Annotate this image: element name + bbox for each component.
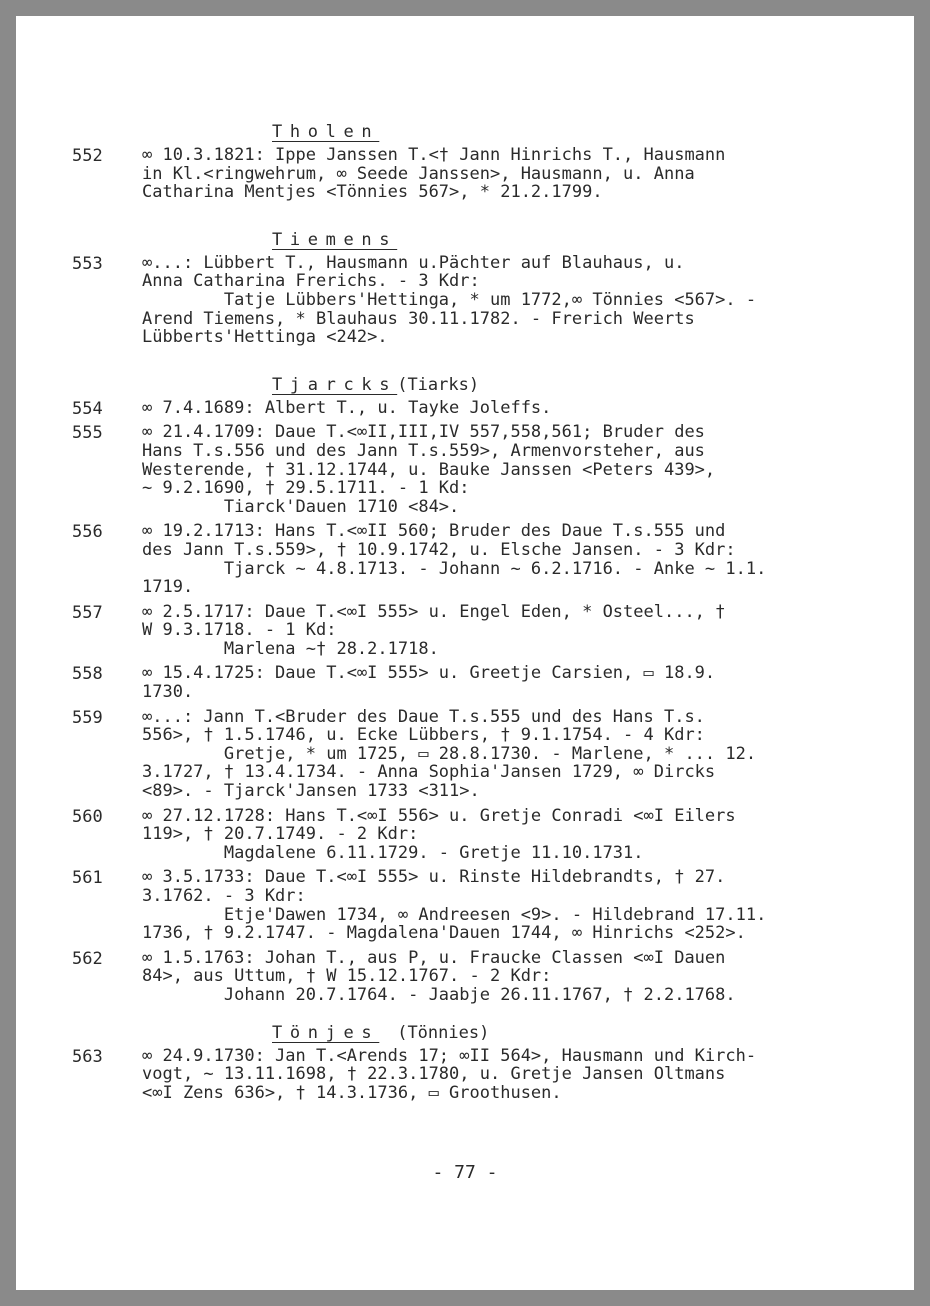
entry-line: Anna Catharina Frerichs. - 3 Kdr: — [142, 271, 480, 292]
entry-number: 554 — [72, 398, 103, 419]
entry-line: Lübberts'Hettinga <242>. — [142, 327, 388, 348]
entry-555 — [72, 423, 832, 516]
document-page — [16, 16, 914, 1290]
entry-line: <89>. - Tjarck'Jansen 1733 <311>. — [142, 781, 480, 802]
entry-line: Magdalene 6.11.1729. - Gretje 11.10.1731. — [142, 842, 644, 863]
entry-text — [142, 399, 832, 418]
entry-line: ∞...: Jann T.<Bruder des Daue T.s.555 und des Hans T.s. — [142, 706, 705, 727]
entry-number: 562 — [72, 948, 103, 969]
entry-number: 556 — [72, 522, 103, 543]
section-heading-name: Tjarcks — [272, 374, 398, 395]
entry-557 — [72, 603, 832, 659]
entry-line: 556>, † 1.5.1746, u. Ecke Lübbers, † 9.1.1754. - 4 Kdr: — [142, 725, 705, 746]
entry-line: <∞I Zens 636>, † 14.3.1736, ▭ Groothusen. — [142, 1082, 562, 1103]
entry-text — [142, 146, 832, 202]
entry-561 — [72, 868, 832, 942]
entry-line: Johann 20.7.1764. - Jaabje 26.11.1767, † 2.2.1768. — [142, 984, 736, 1005]
entry-line: ∞ 24.9.1730: Jan T.<Arends 17; ∞II 564>, Hausmann und Kirch- — [142, 1045, 757, 1066]
entry-line: Gretje, * um 1725, ▭ 28.8.1730. - Marlene, * ... 12. — [142, 743, 757, 764]
entry-line: ∞ 19.2.1713: Hans T.<∞II 560; Bruder des Daue T.s.555 und — [142, 521, 726, 542]
entry-line: ∞...: Lübbert T., Hausmann u.Pächter auf Blauhaus, u. — [142, 252, 685, 273]
entry-line: Westerende, † 31.12.1744, u. Bauke Janssen <Peters 439>, — [142, 459, 716, 480]
entry-line: ∞ 3.5.1733: Daue T.<∞I 555> u. Rinste Hildebrandts, † 27. — [142, 867, 726, 888]
section-heading-name: Tönjes — [272, 1022, 380, 1043]
entry-line: ∞ 10.3.1821: Ippe Janssen T.<† Jann Hinrichs T., Hausmann — [142, 145, 726, 165]
page-content — [72, 122, 832, 1108]
entry-number: 561 — [72, 868, 103, 889]
entry-line: ∞ 1.5.1763: Johan T., aus P, u. Fraucke Classen <∞I Dauen — [142, 947, 726, 968]
entry-text — [142, 254, 832, 347]
entry-number: 557 — [72, 602, 103, 623]
entry-562 — [72, 949, 832, 1005]
entry-line: vogt, ~ 13.11.1698, † 22.3.1780, u. Gretje Jansen Oltmans — [142, 1064, 726, 1085]
entry-line: ∞ 7.4.1689: Albert T., u. Tayke Joleffs. — [142, 397, 552, 418]
entry-line: Tiarck'Dauen 1710 <84>. — [142, 496, 460, 517]
entry-556 — [72, 522, 832, 596]
entry-number: 553 — [72, 253, 103, 274]
entry-text — [142, 708, 832, 801]
entry-text — [142, 807, 832, 863]
entry-text — [142, 664, 832, 701]
section-heading-tiemens — [72, 230, 832, 252]
section-heading-toenjes — [72, 1023, 832, 1045]
entry-text — [142, 868, 832, 942]
entry-558 — [72, 664, 832, 701]
entry-number: 552 — [72, 146, 103, 166]
entry-number: 560 — [72, 806, 103, 827]
entry-line: 84>, aus Uttum, † W 15.12.1767. - 2 Kdr: — [142, 966, 552, 987]
entry-number: 555 — [72, 423, 103, 444]
entry-553 — [72, 254, 832, 347]
entry-text — [142, 423, 832, 516]
entry-text — [142, 1047, 832, 1103]
section-heading-alt: (Tiarks) — [397, 374, 480, 395]
entry-line: Arend Tiemens, * Blauhaus 30.11.1782. - Frerich Weerts — [142, 308, 695, 329]
section-heading-name: Tiemens — [272, 229, 398, 250]
entry-number: 559 — [72, 707, 103, 728]
entry-line: Tatje Lübbers'Hettinga, * um 1772,∞ Tönnies <567>. - — [142, 289, 757, 310]
entry-line: ∞ 27.12.1728: Hans T.<∞I 556> u. Gretje Conradi <∞I Eilers — [142, 805, 736, 826]
section-heading-tjarcks — [72, 375, 832, 397]
entry-line: Catharina Mentjes <Tönnies 567>, * 21.2.1799. — [142, 182, 603, 203]
entry-line: 119>, † 20.7.1749. - 2 Kdr: — [142, 824, 419, 845]
entry-line: Etje'Dawen 1734, ∞ Andreesen <9>. - Hildebrand 17.11. — [142, 904, 767, 925]
page-number: - 77 - — [432, 1162, 498, 1183]
entry-text — [142, 949, 832, 1005]
entry-line: Hans T.s.556 und des Jann T.s.559>, Armenvorsteher, aus — [142, 440, 705, 461]
entry-number: 558 — [72, 664, 103, 685]
entry-line: Tjarck ~ 4.8.1713. - Johann ~ 6.2.1716. - Anke ~ 1.1. — [142, 558, 767, 579]
section-heading-name: Tholen — [272, 122, 380, 142]
entry-line: 1730. — [142, 682, 194, 703]
entry-line: ∞ 2.5.1717: Daue T.<∞I 555> u. Engel Eden, * Osteel..., † — [142, 601, 726, 622]
entry-line: des Jann T.s.559>, † 10.9.1742, u. Elsche Jansen. - 3 Kdr: — [142, 539, 736, 560]
section-heading-alt: (Tönnies) — [397, 1022, 490, 1043]
entry-line: ∞ 15.4.1725: Daue T.<∞I 555> u. Greetje Carsien, ▭ 18.9. — [142, 663, 716, 684]
entry-line: in Kl.<ringwehrum, ∞ Seede Janssen>, Hausmann, u. Anna — [142, 163, 695, 184]
entry-563 — [72, 1047, 832, 1103]
entry-560 — [72, 807, 832, 863]
entry-554 — [72, 399, 832, 418]
entry-552 — [72, 146, 832, 202]
entry-text — [142, 603, 832, 659]
entry-number: 563 — [72, 1046, 103, 1067]
entry-line: ∞ 21.4.1709: Daue T.<∞II,III,IV 557,558,561; Bruder des — [142, 422, 705, 443]
entry-line: 1719. — [142, 577, 194, 598]
entry-line: 3.1762. - 3 Kdr: — [142, 886, 306, 906]
entry-559 — [72, 708, 832, 801]
entry-line: 1736, † 9.2.1747. - Magdalena'Dauen 1744, ∞ Hinrichs <252>. — [142, 923, 746, 944]
entry-text — [142, 522, 832, 596]
entry-line: ~ 9.2.1690, † 29.5.1711. - 1 Kd: — [142, 478, 470, 499]
entry-line: W 9.3.1718. - 1 Kd: — [142, 620, 337, 641]
entry-line: Marlena ~† 28.2.1718. — [142, 638, 439, 659]
entry-line: 3.1727, † 13.4.1734. - Anna Sophia'Jansen 1729, ∞ Dircks — [142, 762, 716, 783]
section-heading-tholen — [72, 122, 832, 144]
